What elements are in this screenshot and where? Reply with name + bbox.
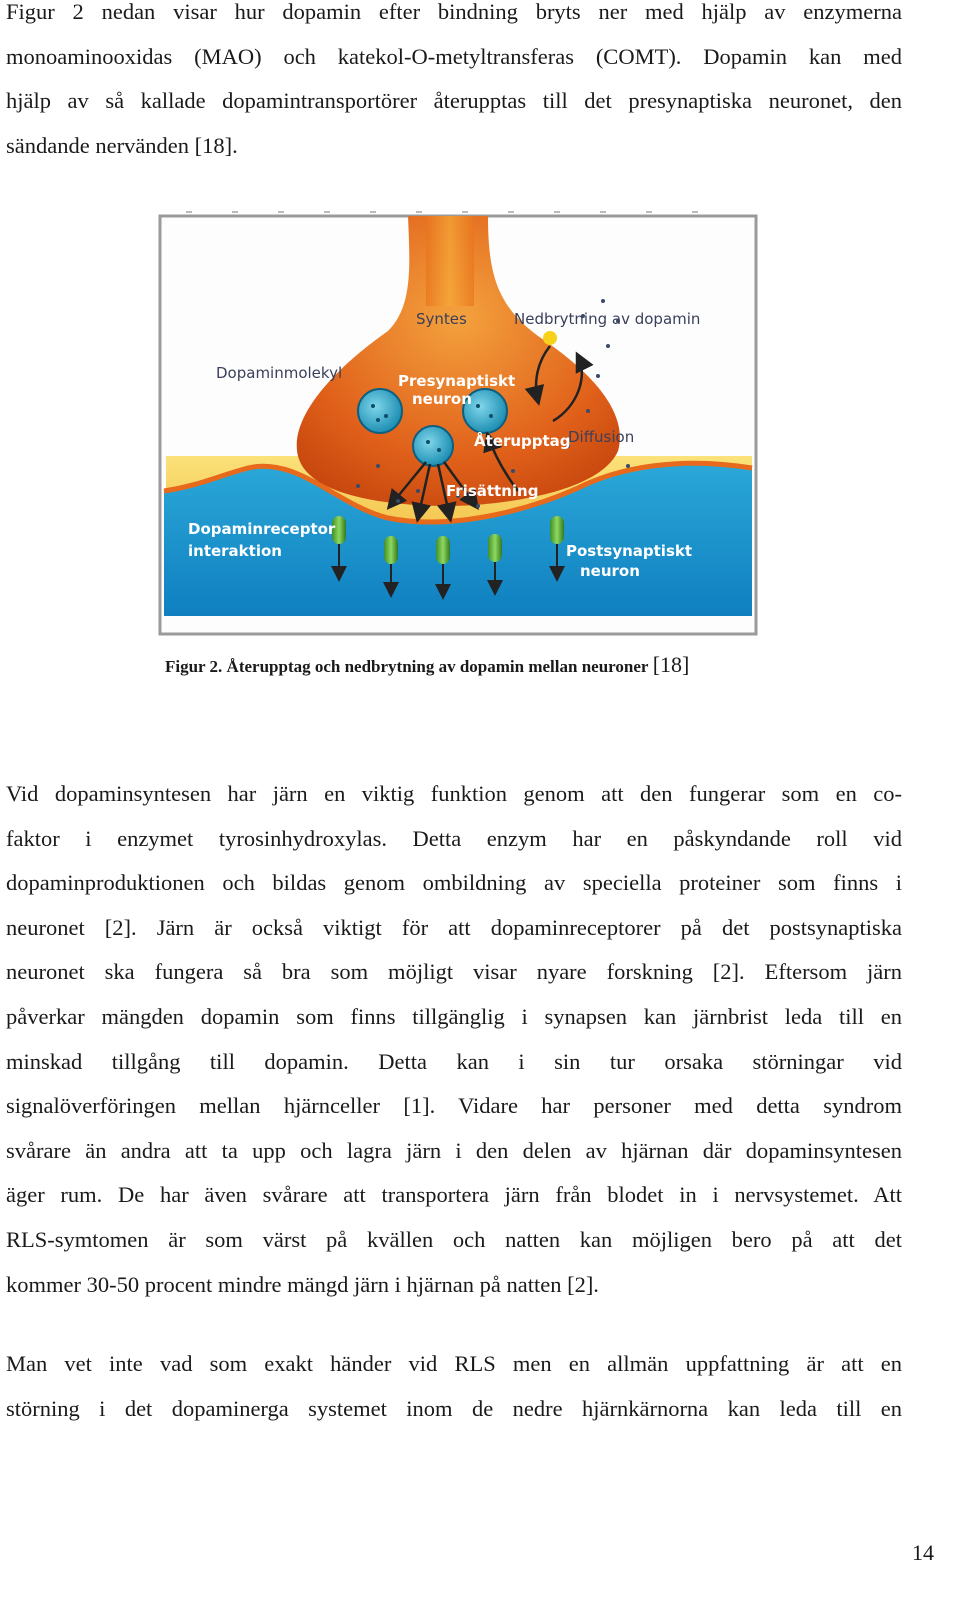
text-line: signalöverföringen mellan hjärnceller [1]. Vidare har personer med detta syndrom [6, 1093, 902, 1119]
text-line: äger rum. De har även svårare att transportera järn från blodet in i nervsystemet. Att [6, 1182, 902, 1208]
text-line: påverkar mängden dopamin som finns tillgänglig i synapsen kan järnbrist leda till en [6, 1003, 902, 1029]
label-diffusion: Diffusion [568, 428, 635, 446]
label-aterupptag: Återupptag [474, 432, 571, 450]
dopamine-synapse-figure [158, 206, 758, 636]
caption-text: Figur 2. Återupptag och nedbrytning av dopamin mellan neuroner [165, 657, 649, 676]
label-presynaptiskt: Presynaptiskt [398, 372, 516, 390]
text-line: dopaminproduktionen och bildas genom ombildning av speciella proteiner som finns i [6, 870, 902, 896]
text-line: svårare än andra att ta upp och lagra järn i den delen av hjärnan där dopaminsyntesen [6, 1137, 902, 1163]
text-line: neuronet ska fungera så bra som möjligt visar nyare forskning [2]. Eftersom järn [6, 959, 902, 985]
paragraph-iron [6, 772, 902, 1307]
text-line: sändande nervänden [18]. [6, 132, 238, 158]
label-frisattning: Frisättning [446, 482, 539, 500]
figure-caption [165, 652, 689, 678]
label-postsynaptiskt: Postsynaptiskt [566, 542, 693, 560]
text-line: kommer 30-50 procent mindre mängd järn i hjärnan på natten [2]. [6, 1271, 599, 1297]
paragraph-intro [6, 0, 902, 168]
text-line: störning i det dopaminerga systemet inom de nedre hjärnkärnorna kan leda till en [6, 1395, 902, 1421]
vesicle [358, 389, 402, 433]
text-line: monoaminooxidas (MAO) och katekol-O-metyltransferas (COMT). Dopamin kan med [6, 43, 902, 69]
text-line: Man vet inte vad som exakt händer vid RLS men en allmän uppfattning är att en [6, 1351, 902, 1376]
page-number: 14 [912, 1540, 934, 1565]
text-line: RLS-symtomen är som värst på kvällen och natten kan möjligen bero på att det [6, 1226, 902, 1252]
label-syntes: Syntes [416, 310, 467, 328]
label-nedbrytning: Nedbrytning av dopamin [514, 310, 701, 328]
label-presynaptiskt-neuron: neuron [412, 390, 472, 408]
text-line: neuronet [2]. Järn är också viktigt för att dopaminreceptorer på det postsynaptiska [6, 914, 902, 940]
text-line: Figur 2 nedan visar hur dopamin efter bindning bryts ner med hjälp av enzymerna [6, 0, 902, 24]
text-line: faktor i enzymet tyrosinhydroxylas. Detta enzym har en påskyndande roll vid [6, 825, 902, 851]
label-receptor: Dopaminreceptor [188, 520, 336, 538]
label-postsynaptiskt-neuron: neuron [580, 562, 640, 580]
label-receptor-interaktion: interaktion [188, 542, 282, 560]
text-line: minskad tillgång till dopamin. Detta kan i sin tur orsaka störningar vid [6, 1048, 902, 1074]
dopamine-breakdown-icon [543, 331, 557, 345]
paragraph-rls [6, 1342, 902, 1431]
label-dopaminmolekyl: Dopaminmolekyl [216, 364, 343, 382]
vesicle [413, 426, 453, 466]
text-line: Vid dopaminsyntesen har järn en viktig funktion genom att den fungerar som en co- [6, 781, 902, 806]
text-line: hjälp av så kallade dopamintransportörer återupptas till det presynaptiska neuronet, den [6, 88, 902, 114]
caption-reference: [18] [652, 652, 690, 677]
